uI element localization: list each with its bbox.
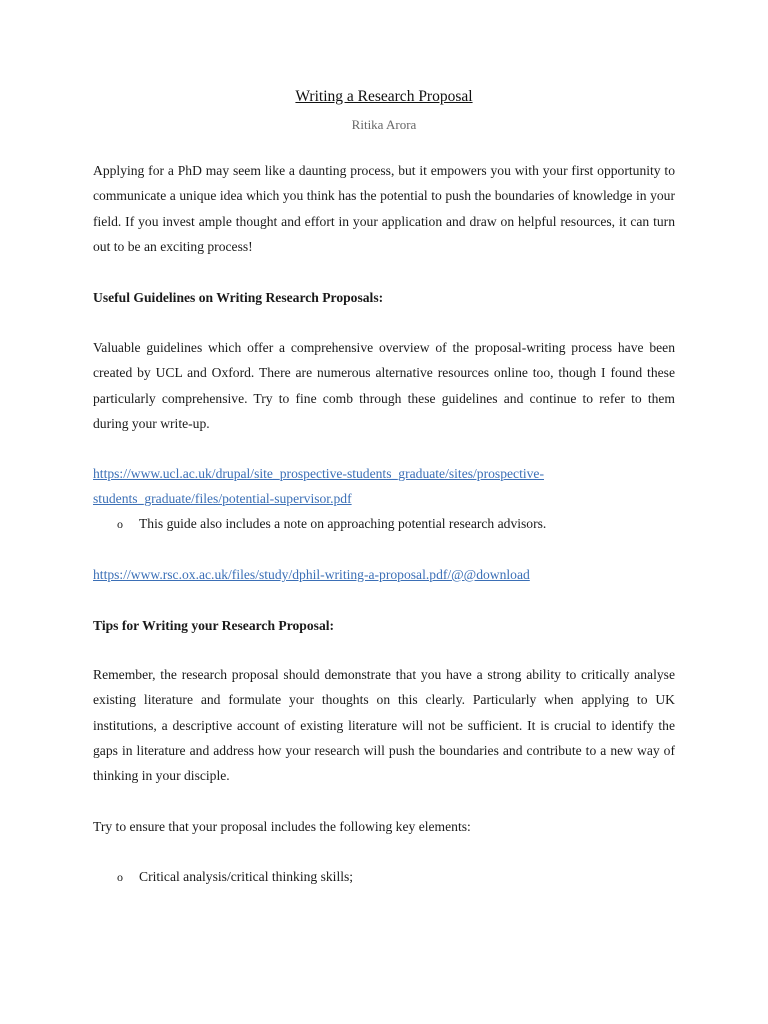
bullet-marker: o [117,870,123,884]
ucl-link-line2[interactable]: students_graduate/files/potential-supervisor.pdf [93,491,352,506]
document-author: Ritika Arora [351,117,417,132]
oxford-link[interactable]: https://www.rsc.ox.ac.uk/files/study/dphil-writing-a-proposal.pdf/@@download [93,567,530,582]
key-elements-intro: Try to ensure that your proposal includes the following key elements: [93,819,471,834]
section-heading-guidelines: Useful Guidelines on Writing Research Proposals: [93,290,384,305]
bullet-item-supervisor-note [117,511,546,537]
section-heading-tips: Tips for Writing your Research Proposal: [93,618,335,633]
bullet-text: Critical analysis/critical thinking skills; [139,869,354,884]
bullet-text: This guide also includes a note on approaching potential research advisors. [139,516,547,531]
bullet-item-critical-analysis [117,864,353,890]
bullet-marker: o [117,517,123,531]
tips-paragraph: Remember, the research proposal should demonstrate that you have a strong ability to critically analyse existing literature and formulate your thoughts on this clearly. Particularly when applying to UK institutions, a descriptive account of existing literature will not be sufficient. It is crucial to identify the gaps in literature and address how your research will push the boundaries and contribute to a new way of thinking in your disciple. [93,667,675,784]
intro-paragraph: Applying for a PhD may seem like a daunting process, but it empowers you with your first opportunity to communicate a unique idea which you think has the potential to push the boundaries of knowledge in your field. If you invest ample thought and effort in your application and draw on helpful resources, it can turn out to be an exciting process! [93,163,675,254]
document-title: Writing a Research Proposal [295,88,473,105]
guidelines-paragraph: Valuable guidelines which offer a comprehensive overview of the proposal-writing process have been created by UCL and Oxford. There are numerous alternative resources online too, though I found these particularly comprehensive. Try to fine comb through these guidelines and continue to refer to them during your write-up. [93,340,675,431]
ucl-link-line1[interactable]: https://www.ucl.ac.uk/drupal/site_prospective-students_graduate/sites/prospective- [93,466,544,481]
